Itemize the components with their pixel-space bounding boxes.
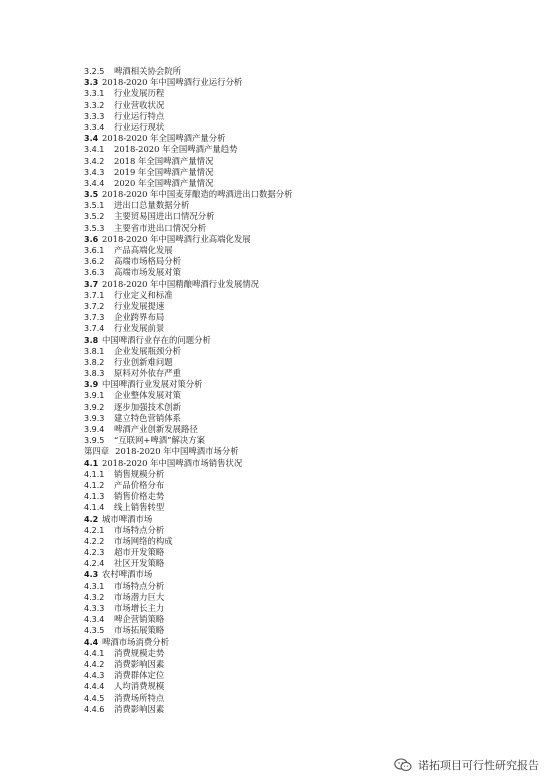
- toc-entry-number: 3.6.3: [84, 268, 105, 278]
- toc-entry-title: 农村啤酒市场: [102, 569, 153, 580]
- toc-entry-title: 市场拓展策略: [114, 625, 165, 636]
- toc-entry-number: 3.8.2: [84, 357, 105, 367]
- toc-entry-title: 啤酒产业创新发展路径: [114, 424, 198, 434]
- toc-entry: [84, 536, 524, 547]
- toc-entry: [84, 167, 524, 178]
- toc-entry-number: 4.3: [84, 570, 99, 580]
- toc-entry: [84, 279, 524, 290]
- toc-entry: [84, 122, 524, 133]
- toc-entry-number: 3.3.1: [84, 89, 105, 99]
- toc-entry-number: 4.2.2: [84, 536, 105, 546]
- toc-entry-number: 3.3.4: [84, 122, 105, 132]
- toc-entry-title: 2018 年全国啤酒产量情况: [114, 155, 214, 166]
- toc-entry-title: 消费规模走势: [114, 647, 165, 658]
- toc-entry-title: 行业发展提速: [114, 300, 165, 311]
- toc-entry-number: 4.2.3: [84, 548, 105, 558]
- toc-entry: [84, 592, 524, 603]
- wechat-icon: [394, 758, 412, 772]
- toc-entry: [84, 144, 524, 155]
- toc-entry-title: 行业营收状况: [114, 99, 165, 110]
- toc-entry-number: 3.4.2: [84, 156, 105, 166]
- toc-entry: [84, 245, 524, 256]
- toc-entry-title: 2019 年全国啤酒产量情况: [114, 166, 214, 177]
- toc-entry: [84, 178, 524, 189]
- toc-entry-title: 产品价格分布: [114, 479, 165, 490]
- toc-entry-title: 消费场所特点: [114, 692, 165, 703]
- toc-entry: [84, 525, 524, 536]
- toc-entry-title: 主要省市进出口情况分析: [114, 222, 207, 233]
- toc-entry-number: 4.4: [84, 637, 99, 647]
- toc-entry-number: 3.9.2: [84, 402, 105, 412]
- toc-entry: [84, 581, 524, 592]
- toc-entry: [84, 368, 524, 379]
- toc-entry-number: 3.5.2: [84, 212, 105, 222]
- toc-entry: [84, 435, 524, 446]
- toc-entry-title: 建立特色营销体系: [114, 412, 181, 423]
- toc-entry: [84, 637, 524, 648]
- toc-entry-title: 行业运行现状: [114, 121, 165, 132]
- toc-entry-title: 2018-2020 年中国精酿啤酒行业发展情况: [102, 278, 259, 289]
- toc-entry-title: 行业定义和标准: [114, 289, 173, 300]
- toc-entry-title: 企业发展瓶颈分析: [114, 345, 181, 356]
- toc-entry-title: 销售价格走势: [114, 491, 165, 502]
- toc-entry: [84, 614, 524, 625]
- toc-entry-number: 3.2.5: [84, 67, 105, 76]
- toc-entry-number: 4.2: [84, 514, 99, 524]
- toc-entry: [84, 514, 524, 525]
- watermark: [394, 757, 539, 773]
- toc-entry: [84, 480, 524, 491]
- toc-entry: [84, 66, 524, 77]
- toc-entry-number: 3.9.5: [84, 436, 105, 446]
- toc-entry-title: 企业整体发展对策: [114, 390, 181, 401]
- toc-entry-title: 主要贸易国进出口情况分析: [114, 211, 215, 222]
- toc-entry-number: 3.4.1: [84, 145, 105, 155]
- toc-entry-title: 市场增长主力: [114, 603, 165, 613]
- toc-entry: [84, 323, 524, 334]
- toc-entry-number: 4.3.2: [84, 592, 105, 602]
- toc-entry: [84, 111, 524, 122]
- toc-entry-title: 啤企营销策略: [114, 614, 165, 625]
- toc-entry-number: 4.1.3: [84, 492, 105, 502]
- toc-entry-number: 3.8: [84, 335, 99, 345]
- toc-entry-title: 逐步加强技术创新: [114, 401, 181, 412]
- toc-entry-number: 3.4.4: [84, 178, 105, 188]
- toc-entry-number: 3.8.3: [84, 369, 105, 379]
- toc-entry-number: 第四章: [84, 446, 110, 457]
- toc-entry: [84, 290, 524, 301]
- toc-entry-number: 4.2.1: [84, 525, 105, 535]
- toc-entry-number: 3.9.1: [84, 391, 105, 401]
- toc-entry: [84, 100, 524, 111]
- toc-entry-number: 4.4.2: [84, 659, 105, 669]
- toc-entry: [84, 223, 524, 234]
- toc-entry: [84, 156, 524, 167]
- toc-entry: [84, 413, 524, 424]
- toc-entry-title: 线上销售转型: [114, 502, 165, 513]
- toc-entry-title: 2018-2020 年全国啤酒产量趋势: [114, 144, 238, 155]
- toc-entry-number: 4.1.4: [84, 503, 105, 513]
- toc-entry-number: 4.4.6: [84, 704, 105, 714]
- toc-entry-title: 2018-2020 年中国麦芽酿造的啤酒进出口数据分析: [102, 189, 293, 200]
- toc-entry-title: 超市开发策略: [114, 547, 165, 558]
- toc-entry-title: 企业跨界布局: [114, 312, 165, 323]
- toc-entry: [84, 603, 524, 614]
- toc-entry-title: 市场网络的构成: [114, 535, 173, 546]
- toc-entry-title: 行业发展前景: [114, 323, 165, 334]
- toc-entry-number: 4.4.1: [84, 648, 105, 658]
- toc-entry-number: 4.4.4: [84, 682, 105, 692]
- toc-entry-number: 3.4: [84, 134, 99, 144]
- toc-entry-title: 人均消费规模: [114, 681, 165, 692]
- toc-entry: [84, 402, 524, 413]
- toc-entry: [84, 390, 524, 401]
- toc-entry-title: 社区开发策略: [114, 558, 165, 569]
- toc-entry: [84, 659, 524, 670]
- toc-entry: [84, 189, 524, 200]
- toc-entry: [84, 211, 524, 222]
- toc-entry-title: 高端市场格局分析: [114, 256, 181, 267]
- toc-entry-title: 进出口总量数据分析: [114, 200, 190, 211]
- toc-entry: [84, 569, 524, 580]
- toc-entry-title: 市场潜力巨大: [114, 591, 165, 602]
- toc-entry-number: 3.6: [84, 234, 99, 244]
- toc-entry-title: 产品高端化发展: [114, 245, 173, 255]
- toc-entry: [84, 648, 524, 659]
- toc-entry-title: 消费影响因素: [114, 658, 165, 669]
- toc-entry-number: 3.9.3: [84, 413, 105, 423]
- toc-entry-title: 啤酒市场消费分析: [102, 636, 169, 647]
- toc-entry-title: 2018-2020 年中国啤酒行业运行分析: [102, 77, 243, 88]
- toc-entry-title: 中国啤酒行业存在的问题分析: [102, 334, 211, 345]
- toc-entry: [84, 424, 524, 435]
- toc-entry: [84, 558, 524, 569]
- toc-entry-number: 4.1.1: [84, 469, 105, 479]
- toc-entry-title: 2018-2020 年全国啤酒产量分析: [102, 133, 226, 144]
- toc-entry: [84, 681, 524, 692]
- toc-entry-number: 3.7.2: [84, 301, 105, 311]
- toc-entry-number: 4.4.5: [84, 693, 105, 703]
- toc-entry-number: 4.2.4: [84, 559, 105, 569]
- toc-entry-number: 3.3: [84, 78, 99, 88]
- toc-entry: [84, 133, 524, 144]
- toc-entry-title: 市场特点分析: [114, 524, 165, 535]
- toc-entry-title: 原料对外依存严重: [114, 368, 181, 379]
- toc-entry-number: 4.3.1: [84, 581, 105, 591]
- toc-entry-title: 消费影响因素: [114, 703, 165, 714]
- toc-entry: [84, 346, 524, 357]
- toc-entry-title: 中国啤酒行业发展对策分析: [102, 379, 203, 390]
- table-of-contents: [84, 66, 524, 715]
- toc-entry: [84, 357, 524, 368]
- toc-entry: [84, 234, 524, 245]
- toc-entry: [84, 446, 524, 457]
- toc-entry-title: 2020 年全国啤酒产量情况: [114, 177, 214, 188]
- toc-entry-number: 3.6.1: [84, 246, 105, 255]
- toc-entry-title: 2018-2020 年中国啤酒行业高端化发展: [102, 233, 251, 244]
- toc-entry: [84, 458, 524, 469]
- toc-entry: [84, 312, 524, 323]
- toc-entry-number: 3.3.2: [84, 100, 105, 110]
- toc-entry: [84, 547, 524, 558]
- toc-entry: [84, 88, 524, 99]
- toc-entry-number: 3.7.4: [84, 324, 105, 334]
- toc-entry-number: 3.9.4: [84, 425, 105, 434]
- toc-entry-number: 4.3.4: [84, 615, 105, 625]
- toc-entry-number: 4.4.3: [84, 671, 105, 681]
- toc-entry: [84, 693, 524, 704]
- toc-entry: [84, 335, 524, 346]
- toc-entry-title: 消费群体定位: [114, 670, 165, 681]
- toc-entry: [84, 502, 524, 513]
- watermark-text: 诺拓项目可行性研究报告: [418, 759, 539, 772]
- toc-entry: [84, 77, 524, 88]
- toc-entry-number: 3.7: [84, 279, 99, 289]
- toc-entry-number: 3.8.1: [84, 346, 105, 356]
- toc-entry-number: 4.1.2: [84, 480, 105, 490]
- toc-entry-number: 4.3.3: [84, 604, 105, 613]
- toc-entry-number: 4.1: [84, 458, 99, 468]
- toc-entry-number: 3.4.3: [84, 167, 105, 177]
- toc-entry-title: 高端市场发展对策: [114, 267, 181, 278]
- toc-entry: [84, 491, 524, 502]
- toc-entry-number: 3.3.3: [84, 111, 105, 121]
- toc-entry: [84, 267, 524, 278]
- toc-entry-number: 3.6.2: [84, 257, 105, 267]
- toc-entry-title: 2018-2020 年中国啤酒市场销售状况: [102, 457, 243, 468]
- toc-entry: [84, 301, 524, 312]
- toc-entry-title: 市场特点分析: [114, 580, 165, 591]
- toc-entry: [84, 704, 524, 715]
- toc-entry-number: 4.3.5: [84, 626, 105, 636]
- toc-entry: [84, 256, 524, 267]
- toc-entry-title: “互联网+啤酒”解决方案: [114, 435, 205, 446]
- toc-entry-number: 3.9: [84, 380, 99, 390]
- toc-entry-number: 3.7.3: [84, 313, 105, 323]
- toc-entry-number: 3.5.3: [84, 223, 105, 233]
- toc-entry: [84, 625, 524, 636]
- toc-entry-number: 3.7.1: [84, 290, 105, 300]
- toc-entry-title: 啤酒相关协会院所: [114, 66, 181, 76]
- toc-entry: [84, 670, 524, 681]
- toc-entry-title: 行业创新难问题: [114, 356, 173, 367]
- toc-entry: [84, 379, 524, 390]
- toc-entry-title: 2018-2020 年中国啤酒市场分析: [115, 446, 239, 457]
- toc-entry: [84, 469, 524, 480]
- toc-entry-number: 3.5: [84, 190, 99, 200]
- toc-entry-title: 行业运行特点: [114, 110, 165, 121]
- toc-entry-number: 3.5.1: [84, 201, 105, 211]
- toc-entry-title: 销售规模分析: [114, 468, 165, 479]
- toc-entry-title: 城市啤酒市场: [102, 513, 153, 524]
- toc-entry: [84, 200, 524, 211]
- toc-entry-title: 行业发展历程: [114, 88, 165, 99]
